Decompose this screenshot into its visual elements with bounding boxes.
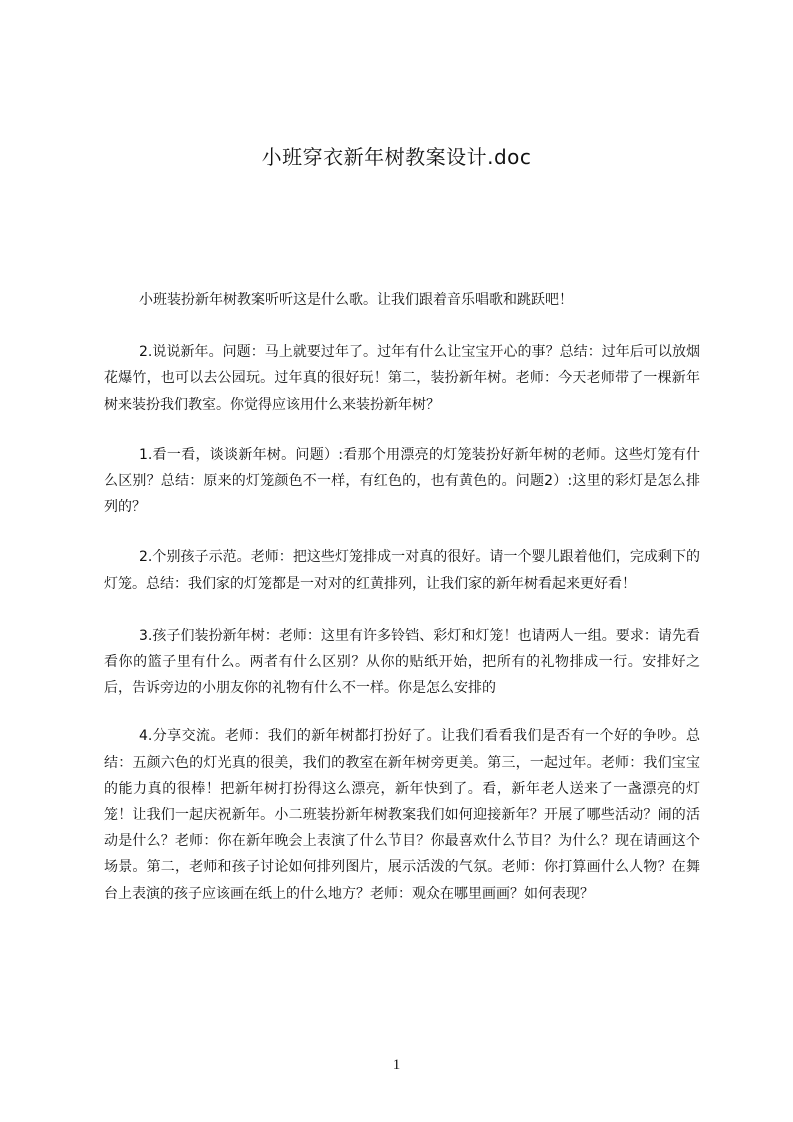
paragraph-decorate-tree: 3.孩子们装扮新年树：老师：这里有许多铃铛、彩灯和灯笼！也请两人一组。要求：请先看看你的篮子里有什么。两者有什么区别？从你的贴纸开始，把所有的礼物排成一行。安排好之后，告诉旁边的小朋友你的礼物有什么不一样。你是怎么安排的 [104,627,700,697]
paragraph-intro: 小班装扮新年树教案听听这是什么歌。让我们跟着音乐唱歌和跳跃吧！ [139,292,573,308]
paragraph-share-exchange: 4.分享交流。老师：我们的新年树都打扮好了。让我们看看我们是否有一个好的争吵。总结：五颜六色的灯光真的很美，我们的教室在新年树旁更美。第三，一起过年。老师：我们宝宝的能力真的很棒！把新年树打扮得这么漂亮，新年快到了。看，新年老人送来了一盏漂亮的灯笼！让我们一起庆祝新年。小二班装扮新年树教案我们如何迎接新年？开展了哪些活动？闹的活动是什么？老师：你在新年晚会上表演了什么节目？你最喜欢什么节目？为什么？现在请画这个场景。第二，老师和孩子讨论如何排列图片，展示活泼的气氛。老师：你打算画什么人物？在舞台上表演的孩子应该画在纸上的什么地方？老师：观众在哪里画画？如何表现？ [104,728,700,902]
page-number: 1 [392,1057,401,1073]
document-title: 小班穿衣新年树教案设计.doc [261,145,532,169]
document-body [104,287,700,931]
paragraph-child-demo: 2.个别孩子示范。老师：把这些灯笼排成一对真的很好。请一个婴儿跟着他们，完成剩下的灯笼。总结：我们家的灯笼都是一对对的红黄排列，让我们家的新年树看起来更好看！ [104,549,700,592]
paragraph-talk-new-year: 2.说说新年。问题：马上就要过年了。过年有什么让宝宝开心的事？总结：过年后可以放烟花爆竹，也可以去公园玩。过年真的很好玩！第二，装扮新年树。老师：今天老师带了一棵新年树来装扮我们教室。你觉得应该用什么来装扮新年树？ [104,344,700,413]
paragraph-look-new-year-tree: 1.看一看，谈谈新年树。问题）:看那个用漂亮的灯笼装扮好新年树的老师。这些灯笼有什么区别？总结：原来的灯笼颜色不一样，有红色的，也有黄色的。问题2）:这里的彩灯是怎么排列的？ [104,446,700,516]
